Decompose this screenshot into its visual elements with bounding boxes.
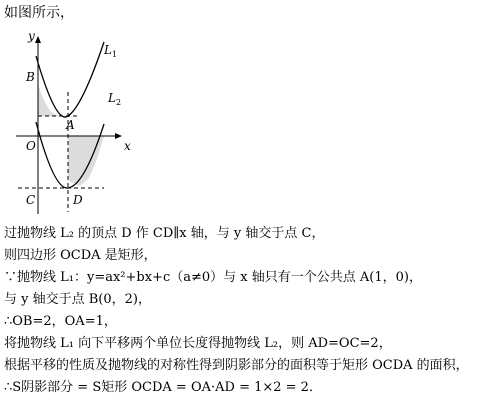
solution-line-6: 将抛物线 L₁ 向下平移两个单位长度得抛物线 L₂，则 AD=OC=2， xyxy=(4,336,392,351)
y-axis-label: y xyxy=(28,29,35,43)
solution-line-7: 根据平移的性质及抛物线的对称性得到阴影部分的面积等于矩形 OCDA 的面积， xyxy=(4,358,469,373)
solution-line-1: 过抛物线 L₂ 的顶点 D 作 CD∥x 轴，与 y 轴交于点 C， xyxy=(4,226,325,241)
point-d-label: D xyxy=(73,193,83,207)
curve-l2-label: $L_2$ xyxy=(108,91,122,107)
point-a-label: A xyxy=(66,118,75,132)
point-b-label: B xyxy=(26,70,35,84)
x-axis-arrow xyxy=(115,133,122,139)
intro-text: 如图所示， xyxy=(4,5,74,21)
x-axis-label: x xyxy=(124,139,131,153)
solution-line-4: 与 y 轴交于点 B(0，2)， xyxy=(4,292,151,307)
solution-line-8: ∴S阴影部分 = S矩形 OCDA = OA·AD = 1×2 = 2． xyxy=(4,380,322,395)
curve-l1-label: $L_1$ xyxy=(104,43,118,59)
solution-line-5: ∴OB=2，OA=1， xyxy=(4,314,117,329)
solution-line-3: ∵抛物线 L₁：y=ax²+bx+c（a≠0）与 x 轴只有一个公共点 A(1，0)， xyxy=(4,270,422,285)
origin-label: O xyxy=(26,139,36,153)
parabola-figure xyxy=(0,24,160,216)
shaded-region-left xyxy=(38,85,68,116)
y-axis-arrow xyxy=(35,36,41,43)
shaded-region-right xyxy=(68,136,104,186)
point-c-label: C xyxy=(26,193,36,207)
solution-line-2: 则四边形 OCDA 是矩形， xyxy=(4,248,157,263)
